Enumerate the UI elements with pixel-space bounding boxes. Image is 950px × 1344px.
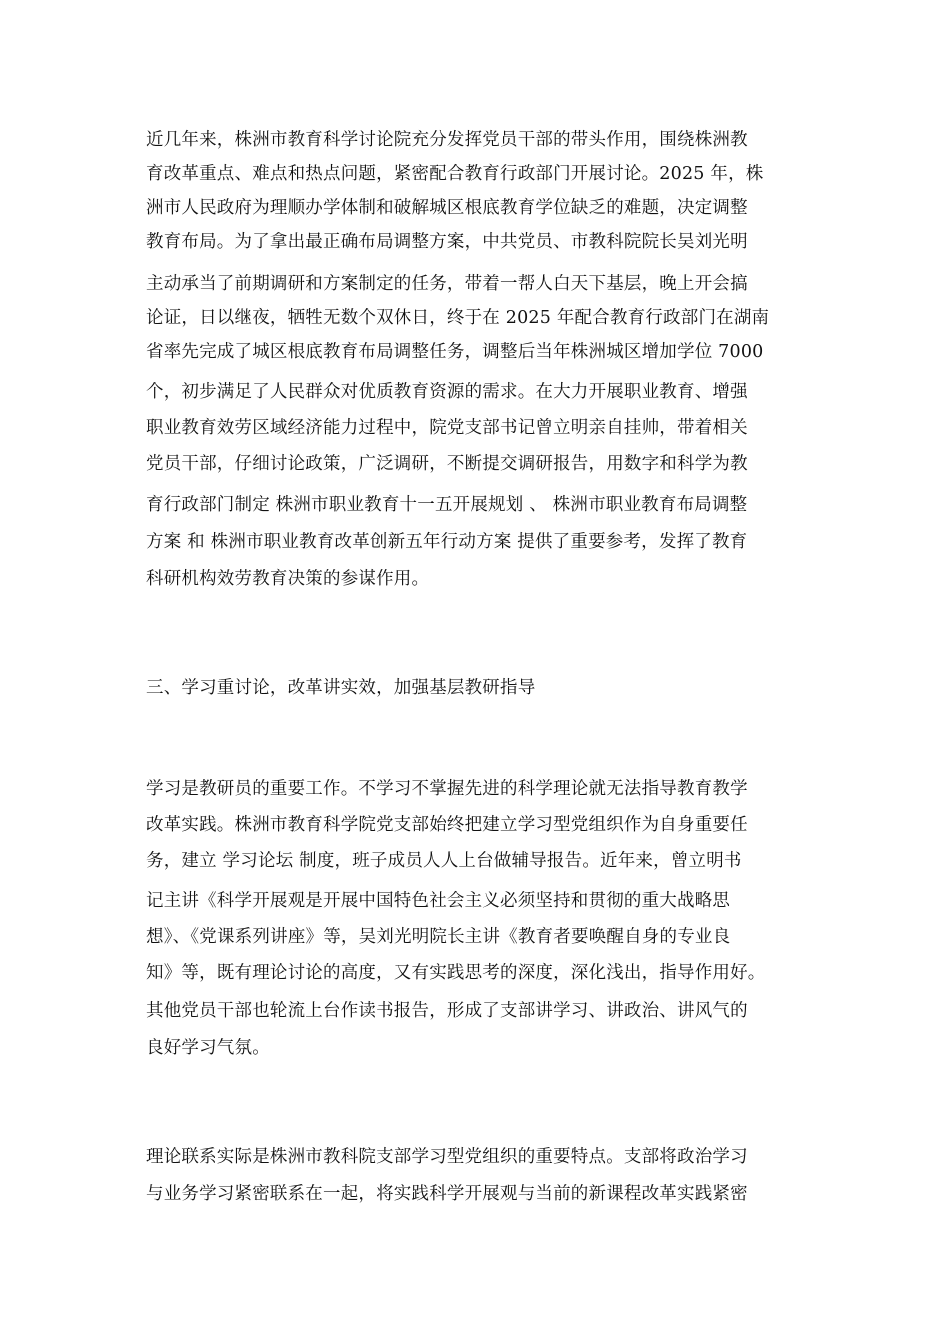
text-line: 想》、《党课系列讲座》等，吴刘光明院长主讲《教育者要唤醒自身的专业良 [146,927,731,947]
text-line: 洲市人民政府为理顺办学体制和破解城区根底教育学位缺乏的难题，决定调整 [146,198,748,218]
text-line: 省率先完成了城区根底教育布局调整任务，调整后当年株洲城区增加学位 7000 [146,342,764,362]
text-line: 主动承当了前期调研和方案制定的任务，带着一帮人白天下基层，晚上开会搞 [146,274,748,294]
text-line: 务，建立 学习论坛 制度，班子成员人人上台做辅导报告。近年来，曾立明书 [146,851,742,871]
text-line: 方案 和 株洲市职业教育改革创新五年行动方案 提供了重要参考，发挥了教育 [146,532,748,552]
text-line: 知》等，既有理论讨论的高度，又有实践思考的深度，深化浅出，指导作用好。 [146,963,766,983]
text-line: 学习是教研员的重要工作。不学习不掌握先进的科学理论就无法指导教育教学 [146,779,748,799]
text-line: 良好学习气氛。 [146,1038,270,1058]
text-line: 育行政部门制定 株洲市职业教育十一五开展规划 、 株洲市职业教育布局调整 [146,495,748,515]
text-line: 职业教育效劳区域经济能力过程中，院党支部书记曾立明亲自挂帅，带着相关 [146,418,748,438]
section-heading: 三、学习重讨论，改革讲实效，加强基层教研指导 [146,678,536,698]
text-line: 教育布局。为了拿出最正确布局调整方案，中共党员、市教科院院长吴刘光明 [146,232,748,252]
text-line: 理论联系实际是株洲市教科院支部学习型党组织的重要特点。支部将政治学习 [146,1147,748,1167]
text-line: 个，初步满足了人民群众对优质教育资源的需求。在大力开展职业教育、增强 [146,382,748,402]
text-line: 党员干部，仔细讨论政策，广泛调研，不断提交调研报告，用数字和科学为教 [146,454,748,474]
text-line: 与业务学习紧密联系在一起，将实践科学开展观与当前的新课程改革实践紧密 [146,1184,748,1204]
text-line: 记主讲《科学开展观是开展中国特色社会主义必须坚持和贯彻的重大战略思 [146,891,731,911]
text-line: 近几年来，株洲市教育科学讨论院充分发挥党员干部的带头作用，围绕株洲教 [146,130,748,150]
text-line: 科研机构效劳教育决策的参谋作用。 [146,569,430,589]
text-line: 育改革重点、难点和热点问题，紧密配合教育行政部门开展讨论。2025 年，株 [146,164,764,184]
text-line: 改革实践。株洲市教育科学院党支部始终把建立学习型党组织作为自身重要任 [146,815,748,835]
text-line: 其他党员干部也轮流上台作读书报告，形成了支部讲学习、讲政治、讲风气的 [146,1001,748,1021]
text-line: 论证，日以继夜，牺牲无数个双休日，终于在 2025 年配合教育行政部门在湖南 [146,308,770,328]
